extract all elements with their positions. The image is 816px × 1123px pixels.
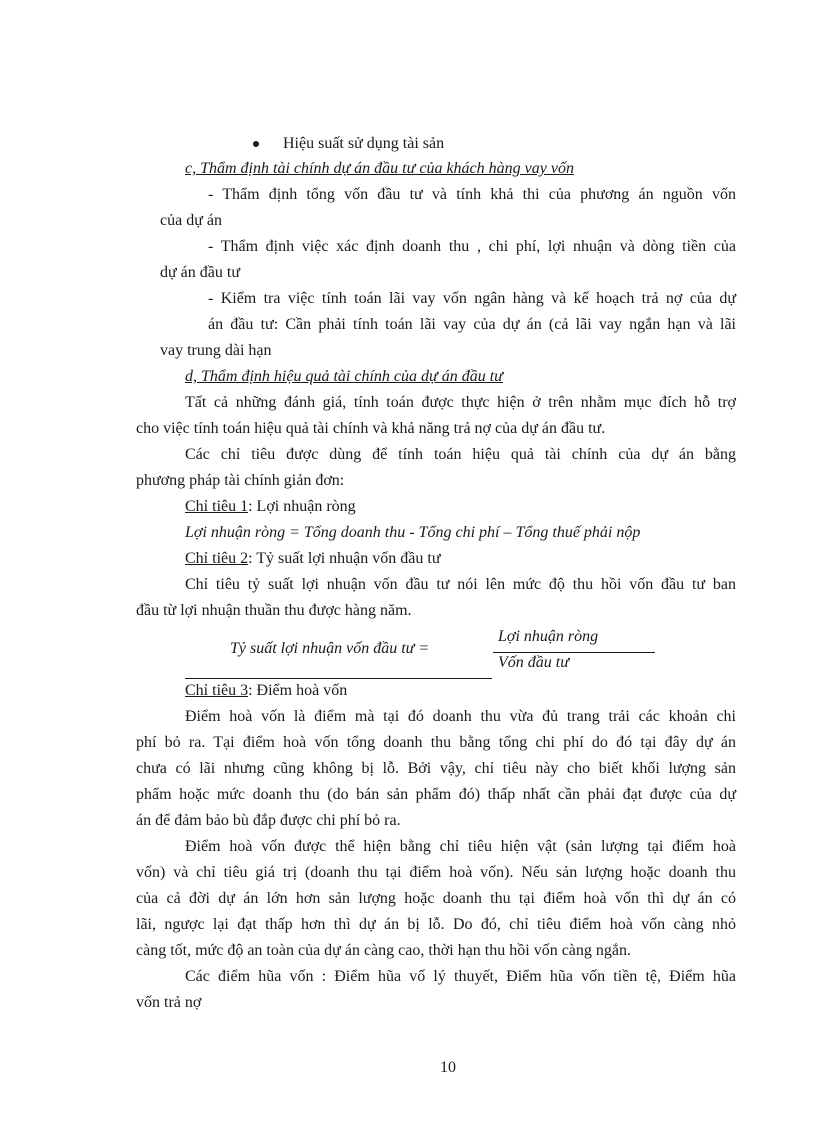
indicator-2 [185, 549, 440, 569]
p4-line3: chưa có lãi nhưng cũng không bị lỗ. Bởi vậy, chỉ tiêu này cho biết khối lượng sản [136, 760, 736, 777]
p4-line1: Điểm hoà vốn là điểm mà tại đó doanh thu vừa đủ trang trải các khoản chi [185, 708, 736, 725]
indicator-3-label: Chỉ tiêu 3 [185, 682, 249, 699]
formula-roi-denominator: Vốn đầu tư [498, 654, 569, 671]
formula-roi-left: Tỷ suất lợi nhuận vốn đầu tư = [230, 640, 430, 657]
p6-line2: vốn trả nợ [136, 994, 202, 1011]
p5-line1: Điểm hoà vốn được thể hiện bằng chỉ tiêu hiện vật (sản lượng tại điểm hoà [185, 838, 736, 855]
p4-line5: án để đảm bảo bù đắp được chi phí bỏ ra. [136, 812, 401, 829]
page-number: 10 [440, 1059, 456, 1076]
heading-c: c, Thẩm định tài chính dự án đầu tư của khách hàng vay vốn [185, 160, 574, 177]
c-item1-line2: của dự án [160, 212, 222, 229]
bullet-item: Hiệu suất sử dụng tài sản [283, 135, 445, 152]
p3-line1: Chỉ tiêu tỷ suất lợi nhuận vốn đầu tư nói lên mức độ thu hồi vốn đầu tư ban [185, 576, 736, 593]
formula-roi-numerator: Lợi nhuận ròng [498, 628, 599, 645]
p1-line2: cho việc tính toán hiệu quả tài chính và khả năng trả nợ của dự án đầu tư. [136, 420, 606, 437]
indicator-3-text: : Điểm hoà vốn [248, 682, 348, 699]
p6-line1: Các điểm hũa vốn : Điểm hũa vố lý thuyết, Điểm hũa vốn tiền tệ, Điểm hũa [185, 968, 736, 985]
heading-d: d, Thẩm định hiệu quả tài chính của dự án đầu tư [185, 368, 503, 385]
p2-line1: Các chỉ tiêu được dùng để tính toán hiệu quả tài chính của dự án bằng [185, 446, 736, 463]
p5-line3: của cả đời dự án lớn hơn sản lượng hoặc doanh thu tại điểm hoà vốn thì dự án có [136, 890, 736, 907]
indicator-1 [185, 497, 356, 517]
indicator-3 [185, 681, 347, 701]
formula-underline [185, 678, 492, 679]
p1-line1: Tất cả những đánh giá, tính toán được thực hiện ở trên nhằm mục đích hỗ trợ [185, 394, 736, 411]
p4-line2: phí bỏ ra. Tại điểm hoà vốn tổng doanh thu bằng tổng chi phí do đó tại đây dự án [136, 734, 736, 751]
c-item3-line1: - Kiểm tra việc tính toán lãi vay vốn ngân hàng và kế hoạch trả nợ của dự [208, 290, 736, 307]
formula-net-profit: Lợi nhuận ròng = Tổng doanh thu - Tổng chi phí – Tổng thuế phải nộp [185, 524, 641, 541]
p5-line5: càng tốt, mức độ an toàn của dự án càng cao, thời hạn thu hồi vốn càng ngắn. [136, 942, 631, 959]
c-item2-line2: dự án đầu tư [160, 264, 240, 281]
c-item3-line3: vay trung dài hạn [160, 342, 272, 359]
p5-line2: vốn) và chỉ tiêu giá trị (doanh thu tại điểm hoà vốn). Nếu sản lượng hoặc doanh thu [136, 864, 736, 881]
bullet-dot [253, 141, 259, 147]
p3-line2: đầu từ lợi nhuận thuần thu được hàng năm. [136, 602, 412, 619]
p4-line4: phẩm hoặc mức doanh thu (do bán sản phẩm đó) thấp nhất cần phải đạt được của dự [136, 786, 736, 803]
c-item1-line1: - Thẩm định tổng vốn đầu tư và tính khả thi của phương án nguồn vốn [208, 186, 736, 203]
indicator-2-label: Chỉ tiêu 2 [185, 550, 249, 567]
c-item3-line2: án đầu tư: Cần phải tính toán lãi vay của dự án (cả lãi vay ngắn hạn và lãi [208, 316, 736, 333]
indicator-1-label: Chỉ tiêu 1 [185, 498, 249, 515]
c-item2-line1: - Thẩm định việc xác định doanh thu , chi phí, lợi nhuận và dòng tiền của [208, 238, 736, 255]
indicator-1-text: : Lợi nhuận ròng [248, 498, 356, 515]
p2-line2: phương pháp tài chính giản đơn: [136, 472, 345, 489]
indicator-2-text: : Tỷ suất lợi nhuận vốn đầu tư [248, 550, 441, 567]
p5-line4: lãi, ngược lại đạt thấp hơn thì dự án bị lỗ. Do đó, chỉ tiêu điểm hoà vốn càng nhỏ [136, 916, 736, 933]
